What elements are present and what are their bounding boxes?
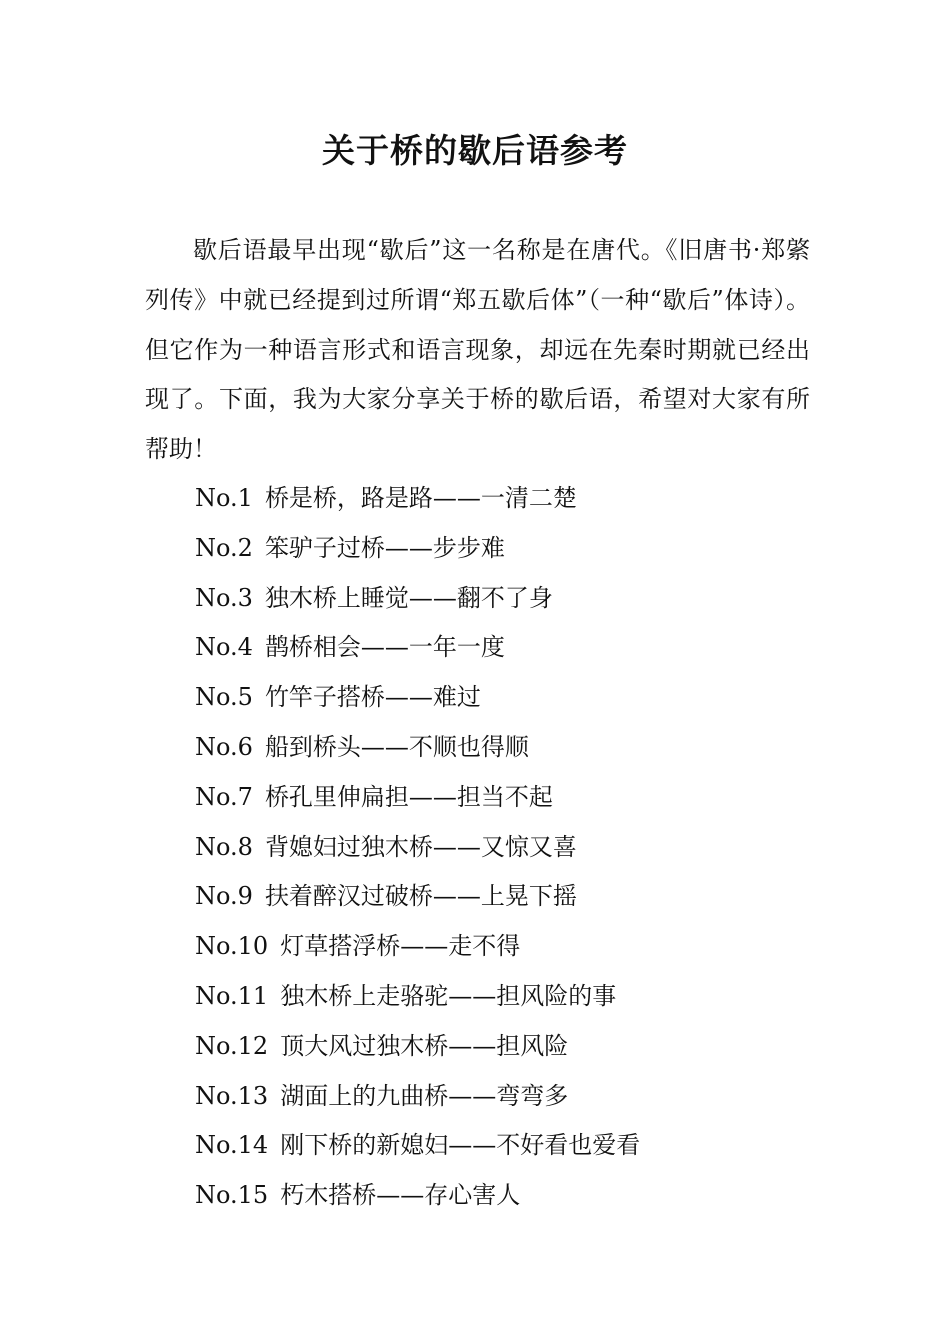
list-item	[195, 1121, 815, 1171]
item-number: No.12	[195, 1031, 269, 1060]
list-item	[195, 1022, 815, 1072]
intro-paragraph: 歇后语最早出现“歇后”这一名称是在唐代。《旧唐书·郑綮列传》中就已经提到过所谓“郑五歇后体”（一种“歇后”体诗）。但它作为一种语言形式和语言现象，却远在先秦时期就已经出现了。下面，我为大家分享关于桥的歇后语，希望对大家有所帮助！	[145, 236, 810, 464]
item-text: 船到桥头——不顺也得顺	[264, 732, 529, 761]
list-item	[195, 972, 815, 1022]
item-text: 背媳妇过独木桥——又惊又喜	[264, 832, 577, 861]
item-number: No.9	[195, 882, 253, 911]
item-number: No.1	[195, 484, 253, 512]
item-number: No.11	[195, 981, 269, 1010]
list-item	[195, 673, 815, 723]
item-text: 顶大风过独木桥——担风险	[280, 1031, 569, 1060]
list-item	[195, 922, 815, 972]
list-item	[195, 574, 815, 624]
list-item	[195, 524, 815, 574]
item-text: 朽木搭桥——存心害人	[280, 1181, 521, 1210]
item-text: 灯草搭浮桥——走不得	[280, 932, 521, 961]
item-number: No.3	[195, 583, 253, 612]
list-item	[195, 623, 815, 673]
page-title: 关于桥的歇后语参考	[322, 131, 628, 170]
list-item	[195, 872, 815, 922]
item-number: No.7	[195, 782, 253, 811]
item-text: 刚下桥的新媳妇——不好看也爱看	[280, 1131, 641, 1160]
list-item	[195, 1171, 815, 1221]
item-number: No.14	[195, 1131, 269, 1160]
list-item	[195, 1072, 815, 1122]
item-text: 竹竿子搭桥——难过	[264, 683, 481, 712]
item-number: No.6	[195, 732, 253, 761]
item-number: No.10	[195, 932, 269, 961]
list-item	[195, 474, 815, 524]
item-text: 桥孔里伸扁担——担当不起	[264, 782, 553, 811]
list-item	[195, 823, 815, 873]
item-text: 鹊桥相会——一年一度	[264, 633, 505, 662]
item-text: 笨驴子过桥——步步难	[264, 533, 505, 562]
item-text: 独木桥上走骆驼——担风险的事	[280, 981, 617, 1010]
list-item	[195, 773, 815, 823]
proverb-list	[195, 474, 815, 1221]
item-number: No.8	[195, 832, 253, 861]
item-number: No.4	[195, 633, 253, 662]
item-number: No.13	[195, 1081, 269, 1110]
item-text: 湖面上的九曲桥——弯弯多	[280, 1081, 569, 1110]
item-text: 桥是桥，路是路——一清二楚	[264, 484, 577, 512]
item-text: 扶着醉汉过破桥——上晃下摇	[264, 882, 577, 911]
item-number: No.5	[195, 683, 253, 712]
item-number: No.15	[195, 1181, 269, 1210]
item-number: No.2	[195, 533, 253, 562]
list-item	[195, 723, 815, 773]
item-text: 独木桥上睡觉——翻不了身	[264, 583, 553, 612]
